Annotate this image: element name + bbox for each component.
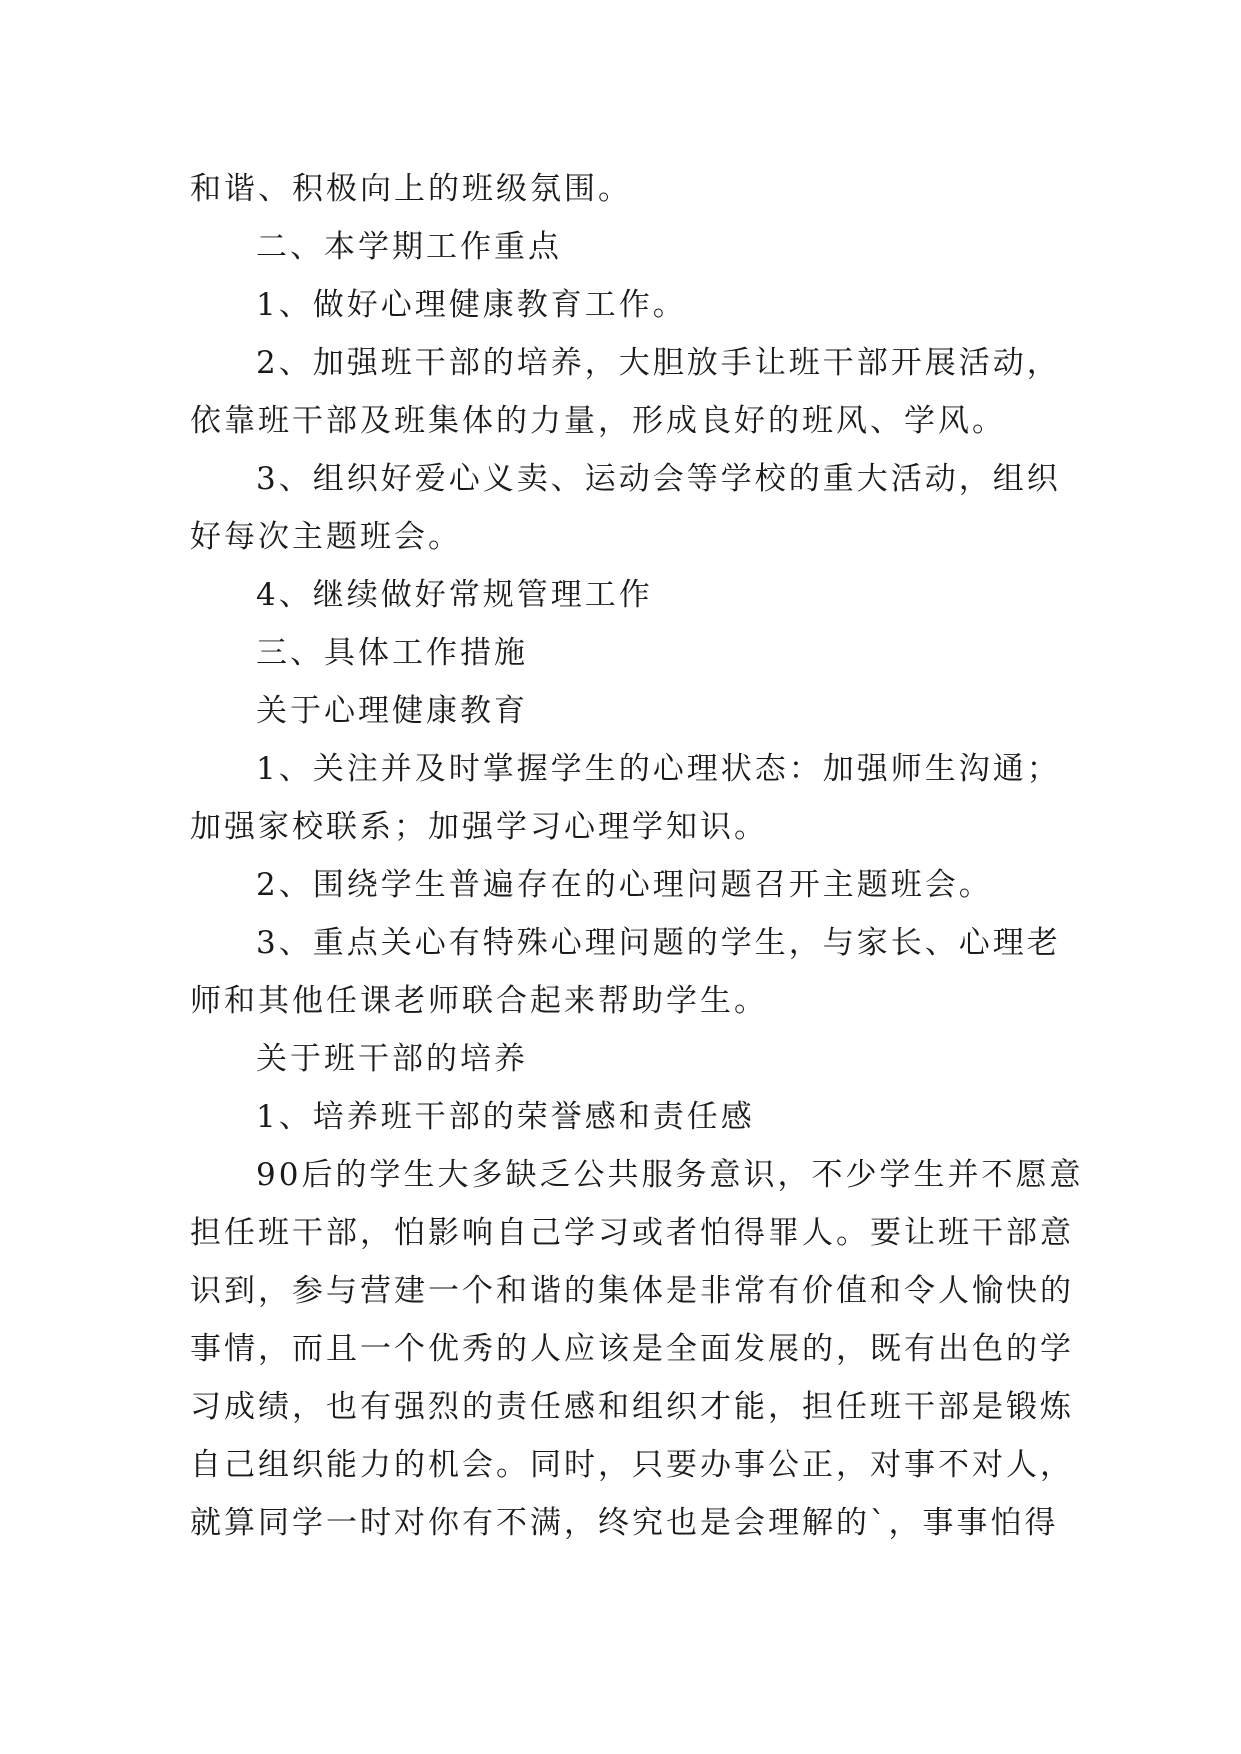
list-item: 4、继续做好常规管理工作 <box>256 577 653 613</box>
subsection-heading: 关于心理健康教育 <box>256 693 528 729</box>
list-item: 2、加强班干部的培养，大胆放手让班干部开展活动， <box>256 345 1061 381</box>
paragraph-line: 依靠班干部及班集体的力量，形成良好的班风、学风。 <box>190 403 1006 439</box>
list-item: 3、组织好爱心义卖、运动会等学校的重大活动，组织 <box>256 461 1061 497</box>
paragraph-line: 加强家校联系；加强学习心理学知识。 <box>190 809 768 845</box>
list-item: 1、关注并及时掌握学生的心理状态：加强师生沟通； <box>256 751 1061 787</box>
paragraph-line: 自己组织能力的机会。同时，只要办事公正，对事不对人， <box>190 1447 1074 1483</box>
paragraph-line: 90后的学生大多缺乏公共服务意识，不少学生并不愿意 <box>256 1157 1084 1193</box>
list-item: 1、做好心理健康教育工作。 <box>256 287 687 323</box>
paragraph-line: 担任班干部，怕影响自己学习或者怕得罪人。要让班干部意 <box>190 1215 1074 1251</box>
paragraph-line: 和谐、积极向上的班级氛围。 <box>190 171 632 207</box>
list-item: 1、培养班干部的荣誉感和责任感 <box>256 1099 755 1135</box>
section-heading: 二、本学期工作重点 <box>256 229 562 265</box>
subsection-heading: 关于班干部的培养 <box>256 1041 528 1077</box>
paragraph-line: 事情，而且一个优秀的人应该是全面发展的，既有出色的学 <box>190 1331 1074 1367</box>
paragraph-line: 识到，参与营建一个和谐的集体是非常有价值和令人愉快的 <box>190 1273 1074 1309</box>
list-item: 3、重点关心有特殊心理问题的学生，与家长、心理老 <box>256 925 1061 961</box>
list-item: 2、围绕学生普遍存在的心理问题召开主题班会。 <box>256 867 993 903</box>
paragraph-line: 好每次主题班会。 <box>190 519 462 555</box>
paragraph-line: 就算同学一时对你有不满，终究也是会理解的`，事事怕得 <box>190 1505 1059 1541</box>
paragraph-line: 师和其他任课老师联合起来帮助学生。 <box>190 983 768 1019</box>
section-heading: 三、具体工作措施 <box>256 635 528 671</box>
paragraph-line: 习成绩，也有强烈的责任感和组织才能，担任班干部是锻炼 <box>190 1389 1074 1425</box>
document-body <box>190 160 1084 1552</box>
